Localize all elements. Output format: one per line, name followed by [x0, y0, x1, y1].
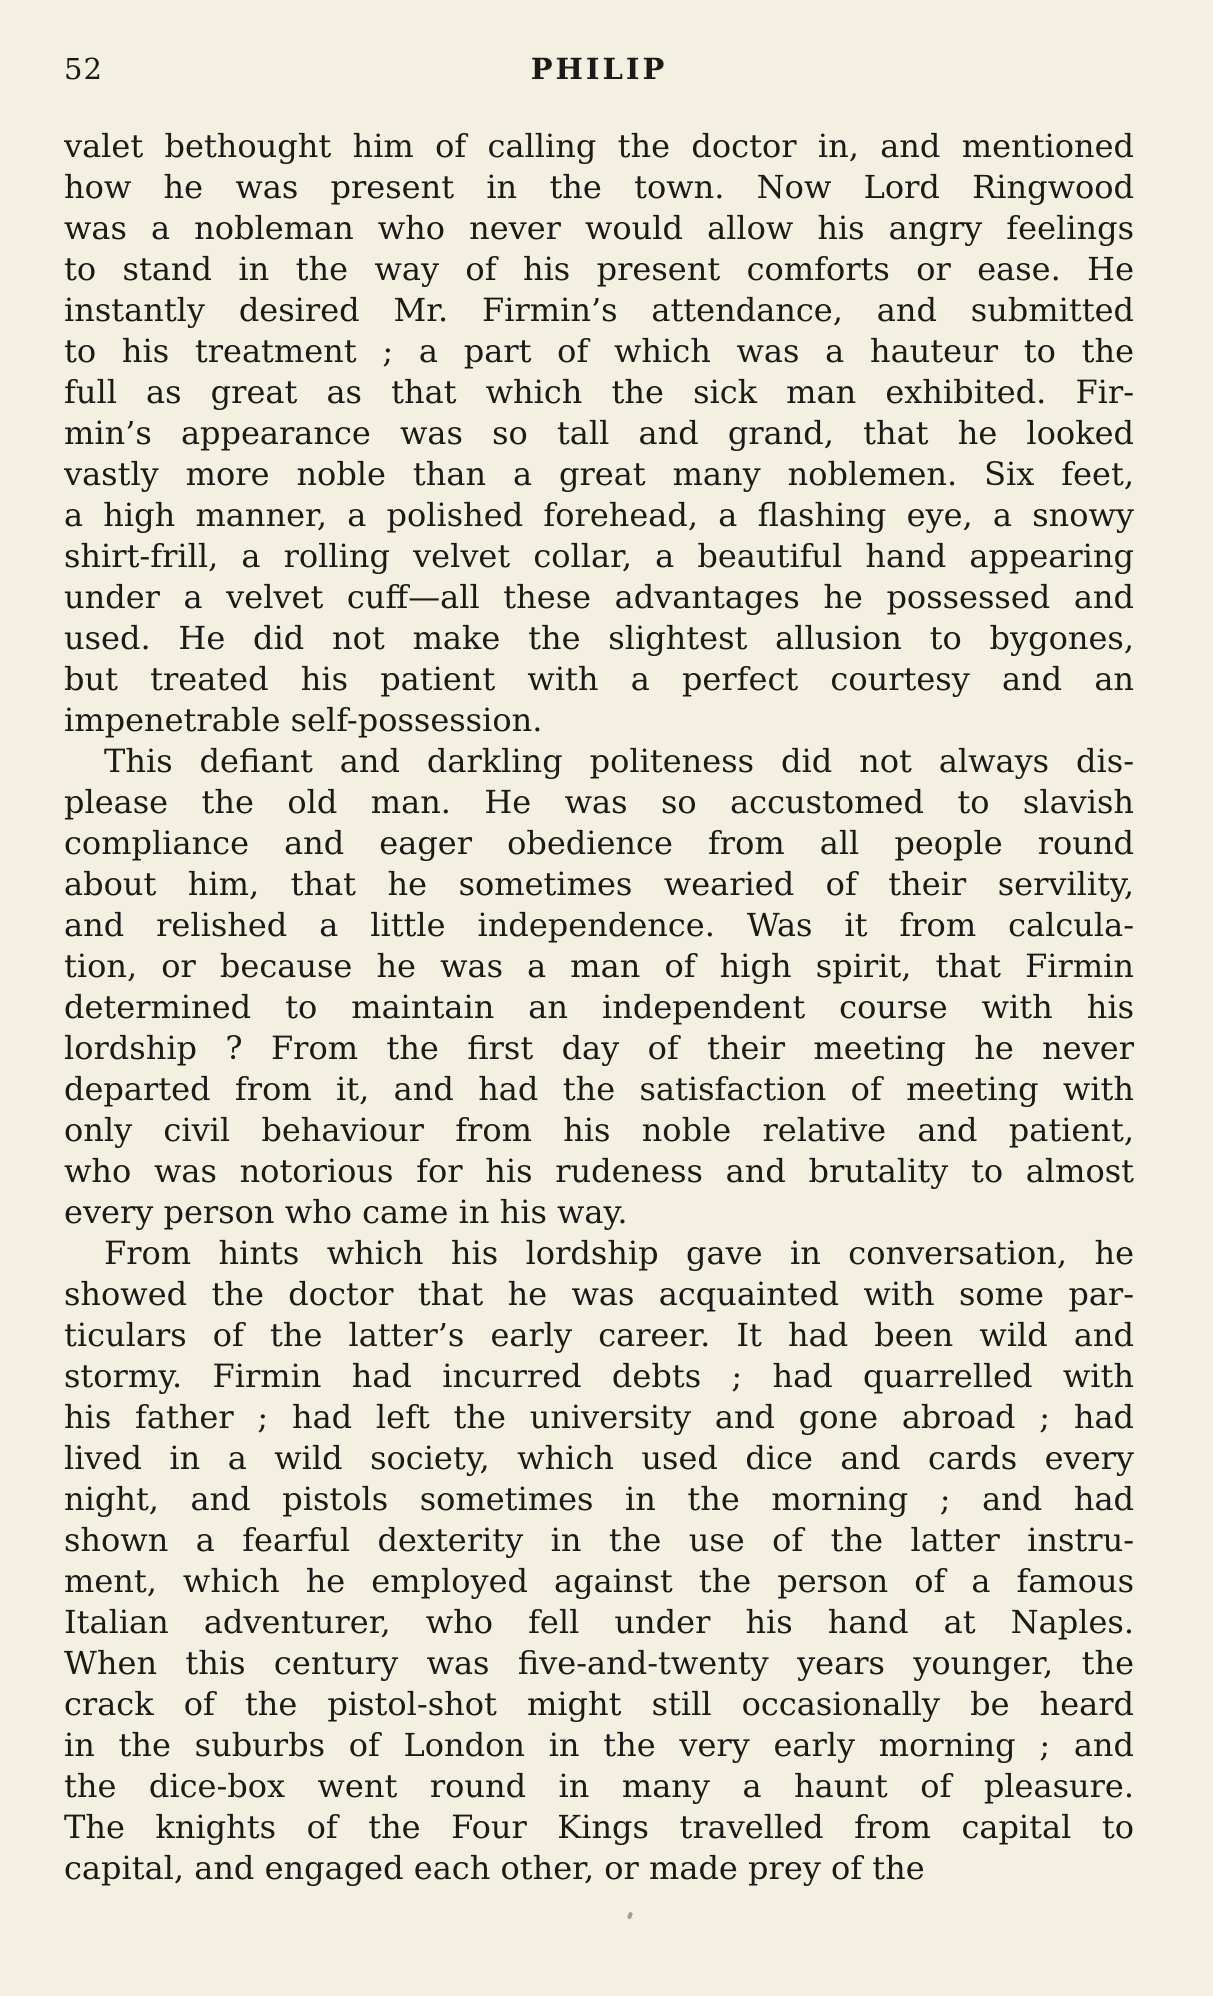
text-line: min’s appearance was so tall and grand, that he looked — [64, 414, 1134, 452]
text-line: ticulars of the latter’s early career. It had been wild and — [64, 1316, 1134, 1354]
text-line: to his treatment ; a part of which was a hauteur to the — [64, 332, 1134, 370]
text-line: vastly more noble than a great many noblemen. Six feet, — [64, 455, 1134, 493]
print-speck — [627, 1912, 633, 1920]
text-line: This defiant and darkling politeness did not always dis- — [104, 742, 1134, 780]
page-header — [64, 52, 1134, 96]
text-line: showed the doctor that he was acquainted with some par- — [64, 1275, 1134, 1313]
text-line: compliance and eager obedience from all people round — [64, 824, 1134, 862]
text-line: only civil behaviour from his noble relative and patient, — [64, 1111, 1134, 1149]
text-line: his father ; had left the university and gone abroad ; had — [64, 1398, 1134, 1436]
body-text — [64, 126, 1134, 1889]
text-line: and relished a little independence. Was it from calcula- — [64, 906, 1134, 944]
text-line: determined to maintain an independent course with his — [64, 988, 1134, 1026]
text-line: stormy. Firmin had incurred debts ; had quarrelled with — [64, 1357, 1134, 1395]
text-line: the dice-box went round in many a haunt of pleasure. — [64, 1767, 1134, 1805]
text-line: in the suburbs of London in the very early morning ; and — [64, 1726, 1134, 1764]
text-line: tion, or because he was a man of high spirit, that Firmin — [64, 947, 1134, 985]
text-line: under a velvet cuff—all these advantages he possessed and — [64, 578, 1134, 616]
text-line: shirt-frill, a rolling velvet collar, a beautiful hand appearing — [64, 537, 1134, 575]
text-line: departed from it, and had the satisfaction of meeting with — [64, 1070, 1134, 1108]
text-line: please the old man. He was so accustomed to slavish — [64, 783, 1134, 821]
running-title: PHILIP — [530, 52, 668, 86]
text-line: to stand in the way of his present comforts or ease. He — [64, 250, 1134, 288]
text-line: every person who came in his way. — [64, 1193, 628, 1231]
text-line: capital, and engaged each other, or made prey of the — [64, 1849, 925, 1887]
paragraph — [64, 741, 1134, 1233]
text-line: about him, that he sometimes wearied of their servility, — [64, 865, 1134, 903]
text-line: Italian adventurer, who fell under his hand at Naples. — [64, 1603, 1134, 1641]
text-line: impenetrable self-possession. — [64, 701, 543, 739]
text-line: who was notorious for his rudeness and brutality to almost — [64, 1152, 1134, 1190]
text-line: night, and pistols sometimes in the morning ; and had — [64, 1480, 1134, 1518]
text-line: was a nobleman who never would allow his angry feelings — [64, 209, 1134, 247]
page-number: 52 — [64, 52, 103, 86]
text-line: From hints which his lordship gave in conversation, he — [104, 1234, 1134, 1272]
text-line: ment, which he employed against the person of a famous — [64, 1562, 1134, 1600]
text-line: When this century was five-and-twenty years younger, the — [64, 1644, 1134, 1682]
text-line: used. He did not make the slightest allusion to bygones, — [64, 619, 1134, 657]
text-line: valet bethought him of calling the doctor in, and mentioned — [64, 127, 1134, 165]
text-line: crack of the pistol-shot might still occasionally be heard — [64, 1685, 1134, 1723]
text-line: but treated his patient with a perfect courtesy and an — [64, 660, 1134, 698]
text-line: how he was present in the town. Now Lord Ringwood — [64, 168, 1134, 206]
text-line: lordship ? From the first day of their meeting he never — [64, 1029, 1134, 1067]
text-line: The knights of the Four Kings travelled from capital to — [64, 1808, 1134, 1846]
text-line: full as great as that which the sick man exhibited. Fir- — [64, 373, 1134, 411]
paragraph — [64, 1233, 1134, 1889]
paragraph — [64, 126, 1134, 741]
text-line: instantly desired Mr. Firmin’s attendance, and submitted — [64, 291, 1134, 329]
text-line: lived in a wild society, which used dice and cards every — [64, 1439, 1134, 1477]
text-line: shown a fearful dexterity in the use of the latter instru- — [64, 1521, 1134, 1559]
text-line: a high manner, a polished forehead, a flashing eye, a snowy — [64, 496, 1134, 534]
